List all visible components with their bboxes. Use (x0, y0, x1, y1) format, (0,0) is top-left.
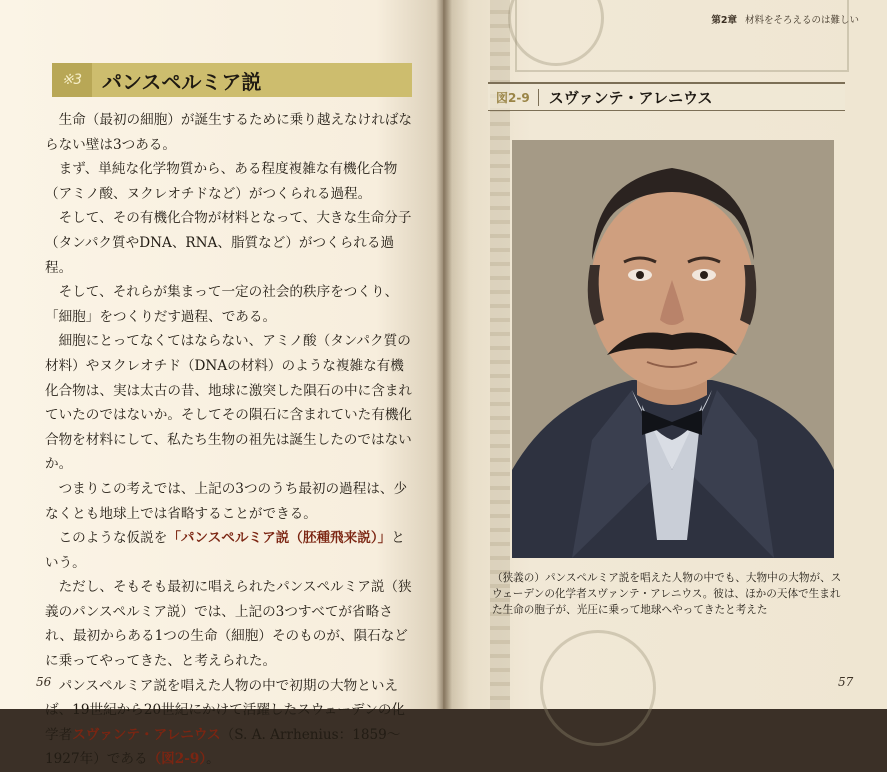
page-number-left: 56 (36, 675, 52, 689)
highlighted-name: スヴァンテ・アレニウス (72, 726, 221, 743)
figure-number: 図2-9 (488, 89, 539, 106)
body-text (45, 108, 417, 772)
paragraph (45, 674, 417, 772)
section-heading (52, 63, 412, 97)
paragraph (45, 526, 417, 575)
paragraph: ただし、そもそも最初に唱えられたパンスペルミア説（狭義のパンスペルミア説）では、上記の3つすべてが省略され、最初からある1つの生命（細胞）そのものが、隕石などに乗ってやってきた、と考えられた。 (45, 579, 412, 670)
paragraph: そして、その有機化合物が材料となって、大きな生命分子（タンパク質やDNA、RNA、脂質など）がつくられる過程。 (45, 210, 412, 276)
highlighted-term: 「パンスペルミア説（胚種飛来説）」 (167, 530, 392, 547)
section-title: パンスペルミア説 (102, 69, 262, 94)
figure-heading (488, 82, 845, 111)
paragraph: つまりこの考えでは、上記の3つのうち最初の過程は、少なくとも地球上では省略することができる。 (45, 480, 408, 522)
paragraph: まず、単純な化学物質から、ある程度複雑な有機化合物（アミノ酸、ヌクレオチドなど）がつくられる過程。 (45, 161, 398, 202)
figure-caption: （狭義の）パンスペルミア説を唱えた人物の中でも、大物中の大物が、スウェーデンの化学者スヴァンテ・アレニウス。彼は、ほかの天体で生まれた生命の胞子が、光圧に乗って地球へやってきたと考えた (492, 572, 842, 616)
countdown-circle-decoration (540, 630, 656, 746)
text: （S. A. Arrhenius：1859〜1927年）である (45, 726, 401, 768)
chapter-label: 第2章 (711, 15, 737, 26)
book-gutter (436, 0, 452, 709)
text: パンスペルミア説を唱えた人物の中で初期の大物といえば、19世紀から20世紀にかけて活躍したスウェーデンの化学者 (45, 677, 406, 743)
text: という。 (45, 530, 405, 571)
chapter-title: 材料をそろえるのは難しい (744, 15, 859, 26)
paragraph: 生命（最初の細胞）が誕生するために乗り越えなければならない壁は3つある。 (45, 112, 413, 153)
paragraph: 細胞にとってなくてはならない、アミノ酸（タンパク質の材料）やヌクレオチド（DNAの材料）のような複雑な有機化合物は、実は太古の昔、地球に激突した隕石の中に含まれていたのではないか。そしてその隕石に含まれていた有機化合物を材料にして、私たち生物の祖先は誕生したのではないか。 (45, 333, 413, 473)
left-page (0, 0, 443, 768)
paragraph: そして、それらが集まって一定の社会的秩序をつくり、「細胞」をつくりだす過程、である。 (45, 284, 399, 325)
running-header (711, 12, 859, 26)
text: このような仮説を (58, 530, 168, 547)
portrait-illustration (512, 140, 834, 558)
figure-title: スヴァンテ・アレニウス (548, 88, 713, 107)
page-number-right: 57 (838, 675, 854, 689)
text: 。 (206, 751, 220, 768)
portrait-svg (512, 140, 834, 558)
figure-reference: （図2-9） (147, 751, 207, 768)
section-number: ※3 (52, 63, 92, 97)
